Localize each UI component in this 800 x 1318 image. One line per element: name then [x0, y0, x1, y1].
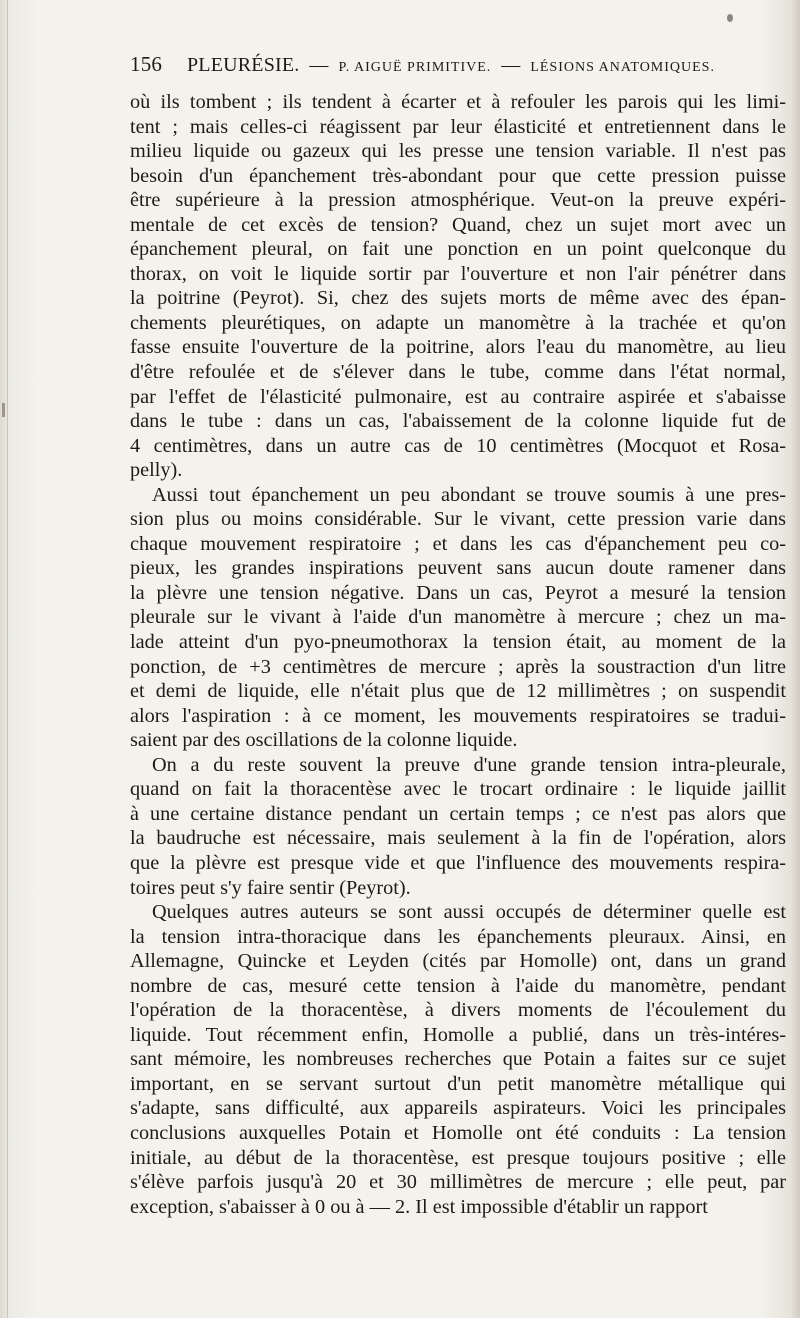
text-line: toires peut s'y faire sentir (Peyrot).: [130, 876, 411, 899]
text-line: s'adapte, sans difficulté, aux appareils aspirateurs. Voici les principales: [130, 1097, 786, 1120]
text-line: la poitrine (Peyrot). Si, chez des sujets morts de même avec des épan-: [130, 287, 786, 310]
text-line: important, en se servant surtout d'un petit manomètre métallique qui: [130, 1072, 786, 1095]
text-line: pleurale sur le vivant à l'aide d'un manomètre à mercure ; chez un ma-: [130, 606, 786, 629]
text-line: alors l'aspiration : à ce moment, les mouvements respiratoires se tradui-: [130, 704, 786, 727]
text-line: liquide. Tout récemment enfin, Homolle a publié, dans un très-intéres-: [130, 1023, 786, 1046]
text-line: On a du reste souvent la preuve d'une grande tension intra-pleurale,: [152, 753, 786, 776]
text-line: l'opération de la thoracentèse, à divers moments de l'écoulement du: [130, 999, 786, 1022]
text-line: thorax, on voit le liquide sortir par l'ouverture et non l'air pénétrer dans: [130, 262, 786, 285]
text-line: milieu liquide ou gazeux qui les presse une tension variable. Il n'est pas: [130, 140, 786, 163]
paragraph: [130, 753, 786, 900]
text-line: à une certaine distance pendant un certain temps ; ce n'est pas alors que: [130, 802, 786, 825]
ink-speck: [727, 14, 733, 22]
text-line: mentale de cet excès de tension? Quand, chez un sujet mort avec un: [130, 213, 786, 236]
gutter-shadow: [7, 0, 8, 1318]
text-line: d'être refoulée et de s'élever dans le tube, comme dans l'état normal,: [130, 361, 786, 384]
text-line: que la plèvre est presque vide et que l'influence des mouvements respira-: [130, 851, 786, 874]
text-line: la plèvre une tension négative. Dans un cas, Peyrot a mesuré la tension: [130, 581, 786, 604]
text-line: chements pleurétiques, on adapte un manomètre à la trachée et qu'on: [130, 311, 786, 334]
text-line: nombre de cas, mesuré cette tension à l'aide du manomètre, pendant: [130, 974, 786, 997]
running-section: P. AIGUË PRIMITIVE.: [338, 60, 492, 75]
paragraph: [130, 900, 786, 1219]
page-number: 156: [130, 52, 163, 76]
text-line: tent ; mais celles-ci réagissent par leur élasticité et entretiennent dans le: [130, 115, 786, 138]
header-dash: —: [309, 55, 329, 76]
text-line: la baudruche est nécessaire, mais seulement à la fin de l'opération, alors: [130, 827, 786, 850]
text-line: épanchement pleural, on fait une ponction en un point quelconque du: [130, 238, 786, 261]
text-line: Allemagne, Quincke et Leyden (cités par Homolle) ont, dans un grand: [130, 950, 786, 973]
text-line: pelly).: [130, 459, 183, 482]
text-line: par l'effet de l'élasticité pulmonaire, est au contraire aspirée et s'abaisse: [130, 385, 786, 408]
text-line: fasse ensuite l'ouverture de la poitrine, alors l'eau du manomètre, au lieu: [130, 336, 786, 359]
text-line: saient par des oscillations de la colonne liquide.: [130, 729, 518, 752]
text-line: Quelques autres auteurs se sont aussi occupés de déterminer quelle est: [152, 901, 786, 924]
text-line: ponction, de +3 centimètres de mercure ; après la soustraction d'un litre: [130, 655, 786, 678]
text-line: chaque mouvement respiratoire ; et dans les cas d'épanchement peu co-: [130, 532, 786, 555]
body-text: [130, 90, 786, 1219]
margin-mark: [2, 403, 5, 417]
text-line: 4 centimètres, dans un autre cas de 10 centimètres (Mocquot et Rosa-: [130, 434, 786, 457]
running-subsection: LÉSIONS ANATOMIQUES.: [530, 60, 715, 75]
text-line: exception, s'abaisser à 0 ou à — 2. Il est impossible d'établir un rapport: [130, 1195, 708, 1218]
text-line: conclusions auxquelles Potain et Homolle ont été conduits : La tension: [130, 1121, 786, 1144]
text-line: être supérieure à la pression atmosphérique. Veut-on la preuve expéri-: [130, 189, 786, 212]
running-title: PLEURÉSIE.: [186, 54, 300, 76]
text-line: s'élève parfois jusqu'à 20 et 30 millimètres de mercure ; elle peut, par: [130, 1171, 786, 1194]
text-line: quand on fait la thoracentèse avec le trocart ordinaire : le liquide jaillit: [130, 778, 786, 801]
text-line: initiale, au début de la thoracentèse, est presque toujours positive ; elle: [130, 1146, 786, 1169]
header-dash: —: [501, 55, 521, 76]
text-line: Aussi tout épanchement un peu abondant se trouve soumis à une pres-: [152, 483, 786, 506]
text-line: lade atteint d'un pyo-pneumothorax la tension était, au moment de la: [130, 631, 786, 654]
text-line: la tension intra-thoracique dans les épanchements pleuraux. Ainsi, en: [130, 925, 786, 948]
text-line: besoin d'un épanchement très-abondant pour que cette pression puisse: [130, 164, 786, 187]
text-line: dans le tube : dans un cas, l'abaissement de la colonne liquide fut de: [130, 410, 786, 433]
text-line: sant mémoire, les nombreuses recherches que Potain a faites sur ce sujet: [130, 1048, 786, 1071]
text-line: pieux, les grandes inspirations peuvent sans aucun doute ramener dans: [130, 557, 786, 580]
running-header: [130, 52, 790, 80]
text-line: où ils tombent ; ils tendent à écarter et à refouler les parois qui les limi-: [130, 91, 786, 113]
paragraph: [130, 90, 786, 483]
paragraph: [130, 483, 786, 753]
text-line: sion plus ou moins considérable. Sur le vivant, cette pression varie dans: [130, 508, 786, 531]
text-line: et demi de liquide, elle n'était plus que de 12 millimètres ; on suspendit: [130, 680, 786, 703]
